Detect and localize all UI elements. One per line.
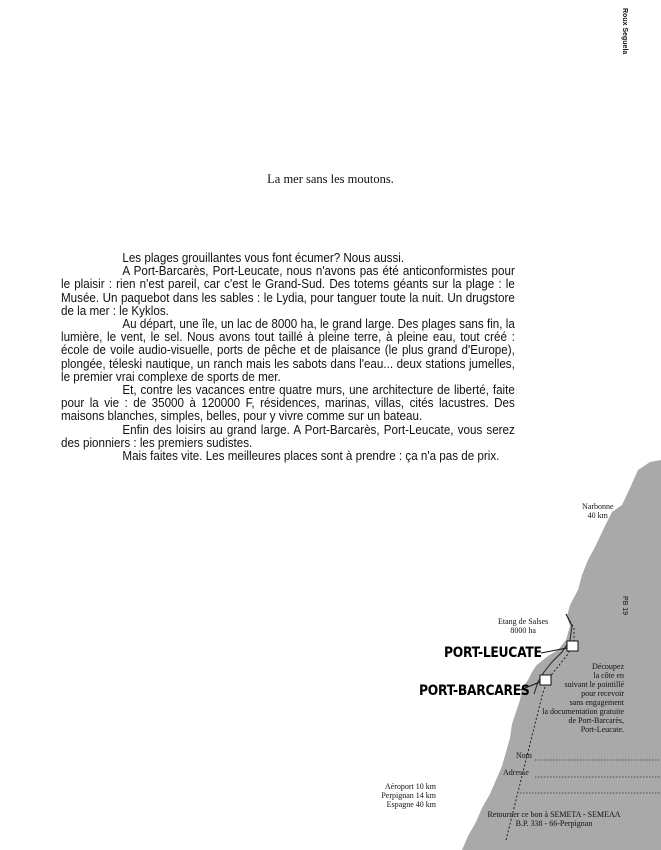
narbonne-distance: 40 km — [587, 511, 608, 520]
address-field-label: Adresse — [503, 768, 529, 777]
distance-line: Espagne 40 km — [386, 800, 436, 809]
paragraph: Les plages grouillantes vous font écumer? Nous aussi. — [122, 251, 405, 265]
port-leucate-label: PORT-LEUCATE — [444, 645, 542, 661]
instruction-line: pour recevoir — [581, 689, 624, 698]
instruction-line: suivant le pointillé — [564, 680, 624, 689]
distances — [366, 782, 436, 809]
instruction-line: Port-Leucate. — [580, 725, 624, 734]
etang-area: 8000 ha — [510, 626, 536, 635]
instruction-line: la côte en — [593, 671, 624, 680]
paragraph: Enfin des loisirs au grand large. A Port-Barcarès, Port-Leucate, vous serez des pionniers : les premiers sudistes. — [61, 422, 515, 450]
return-line: Retourner ce bon à SEMETA - SEMEAA — [487, 810, 621, 819]
reference-code: PB 19 — [621, 596, 628, 616]
instruction-line: sans engagement — [569, 698, 624, 707]
etang-label — [498, 617, 548, 635]
paragraph: A Port-Barcarès, Port-Leucate, nous n'avons pas été anticonformistes pour le plaisir : rien n'est pareil, car c'est le Grand-Sud. Des totems géants sur la plage : le Musée. Un paquebot dans les sables : le Lydia, pour tanguer toute la nuit. Un drugstore de la mer : le Kyklos. — [61, 264, 515, 318]
headline: La mer sans les moutons. — [267, 172, 394, 186]
narbonne-label — [582, 502, 614, 520]
return-address — [474, 810, 634, 828]
return-line: B.P. 338 - 66-Perpignan — [515, 819, 593, 828]
etang-name: Etang de Salses — [498, 617, 549, 626]
narbonne-name: Narbonne — [582, 502, 614, 511]
distance-line: Perpignan 14 km — [381, 791, 436, 800]
name-field-label: Nom — [516, 751, 532, 760]
coupon-instructions — [524, 662, 624, 734]
port-barcares-label: PORT-BARCARES — [419, 683, 530, 699]
instruction-line: de Port-Barcarès, — [568, 716, 624, 725]
distance-line: Aéroport 10 km — [384, 782, 436, 791]
paragraph: Au départ, une île, un lac de 8000 ha, le grand large. Des plages sans fin, la lumière, le vent, le sel. Nous avons tout taillé à pleine terre, à pleine eau, tout créé : école de voile audio-visuelle, ports de pêche et de plaisance (le plus grand d'Europe), plongée, téleski nautique, un ranch mais les sabots dans l'eau... deux stations jumelles, le premier vrai complexe de sports de mer. — [61, 317, 515, 384]
leucate-marker — [567, 641, 578, 651]
instruction-line: Découpez — [592, 662, 624, 671]
paragraph: Et, contre les vacances entre quatre murs, une architecture de liberté, faite pour la vie : de 35000 à 120000 F, résidences, marinas, villas, cités lacustres. Des maisons blanches, simples, belles, pour y vivre comme sur un bateau. — [61, 383, 515, 424]
instruction-line: la documentation gratuite — [542, 707, 624, 716]
paragraph: Mais faites vite. Les meilleures places sont à prendre : ça n'a pas de prix. — [122, 449, 500, 464]
advertiser-credit: Roux Seguela — [621, 8, 628, 55]
